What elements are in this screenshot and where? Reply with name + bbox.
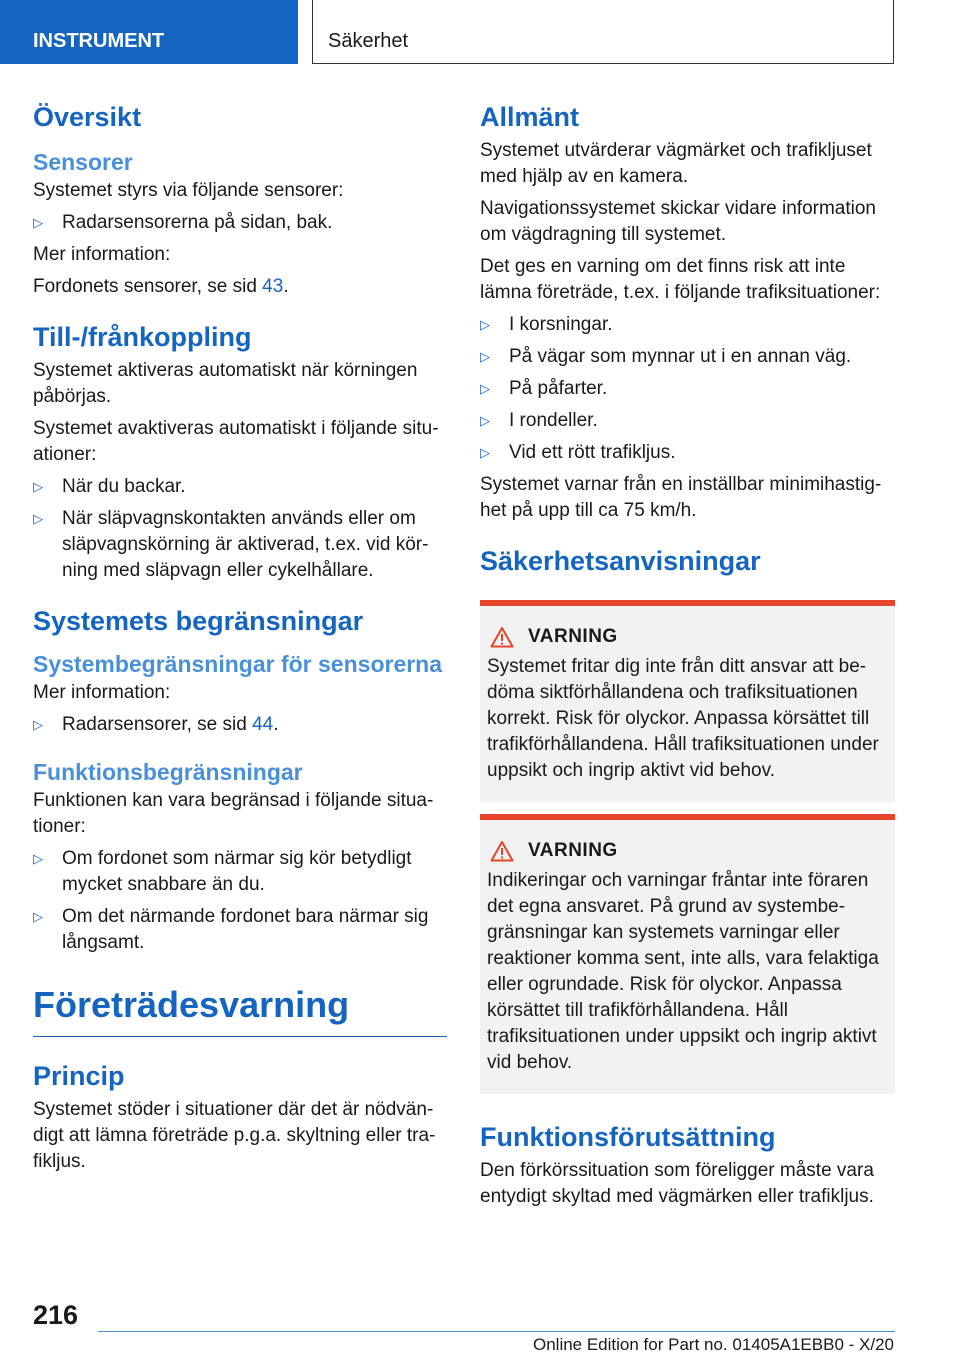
- bullet-icon: ▷: [33, 215, 43, 230]
- paragraph: Systemet utvärderar vägmärket och trafikljuset med hjälp av en kamera.: [480, 140, 872, 187]
- warning-triangle-icon: [490, 840, 514, 862]
- list-item: ▷ Om fordonet som närmar sig kör betydligt mycket snabbare än du.: [33, 848, 412, 895]
- paragraph: Systemet styrs via följande sensorer:: [33, 180, 344, 201]
- warning-box: [480, 600, 895, 802]
- paragraph: Den förkörssituation som föreligger måste vara entydigt skyltad med vägmärken eller trafikljus.: [480, 1160, 874, 1207]
- heading-till-frankoppling: Till-/frånkoppling: [33, 322, 252, 352]
- footer-divider: [98, 1331, 895, 1332]
- paragraph: Systemet avaktiveras automatiskt i följande situationer:: [33, 418, 439, 465]
- heading-sakerhetsanvisningar: Säkerhetsanvisningar: [480, 546, 761, 576]
- list-item: ▷ På påfarter.: [480, 376, 895, 402]
- bullet-icon: ▷: [480, 445, 490, 460]
- list-item: ▷ När släpvagnskontakten används eller om släpvagnskörning är aktiverad, t.ex. vid körning med släpvagn eller cykelhållare.: [33, 508, 429, 581]
- left-column: [33, 100, 447, 1181]
- page-link[interactable]: 43: [262, 276, 284, 297]
- warning-title: VARNING: [528, 626, 618, 647]
- warning-box: [480, 814, 895, 1094]
- bullet-icon: ▷: [33, 909, 43, 924]
- heading-funktionsbegransningar: Funktionsbegränsningar: [33, 759, 303, 785]
- heading-allmant: Allmänt: [480, 102, 580, 132]
- heading-systembegransningar: Systembegränsningar för sensorerna: [33, 651, 443, 677]
- list-item: ▷ Radarsensorerna på sidan, bak.: [33, 210, 447, 236]
- bullet-icon: ▷: [480, 413, 490, 428]
- reference: Fordonets sensorer, se sid 43.: [33, 276, 289, 297]
- bullet-icon: ▷: [33, 851, 43, 866]
- heading-foretradesvarning: Företrädesvarning: [33, 984, 447, 1037]
- page-number: 216: [33, 1300, 79, 1330]
- paragraph: Systemet varnar från en inställbar minimihastighet på upp till ca 75 km/h.: [480, 474, 882, 521]
- page-link[interactable]: 44: [252, 714, 274, 735]
- bullet-icon: ▷: [33, 479, 43, 494]
- list-item: ▷ Radarsensorer, se sid 44.: [33, 712, 447, 738]
- bullet-list: [33, 210, 447, 236]
- warning-text: Indikeringar och varningar fråntar inte föraren det egna ansvaret. På grund av systembegränsningar kan systemets varningar eller reaktioner komma sent, inte alls, vara felaktiga eller ogrundade. Risk för olyckor. Anpassa körsättet till trafikförhållandena. Håll trafiksituationen under uppsikt och ingrip aktivt vid behov.: [487, 870, 879, 1073]
- bullet-icon: ▷: [33, 511, 43, 526]
- footer-edition: Online Edition for Part no. 01405A1EBB0 - X/20: [532, 1335, 894, 1354]
- warning-title: VARNING: [528, 840, 618, 861]
- list-item: ▷ På vägar som mynnar ut i en annan väg.: [480, 344, 895, 370]
- warning-text: Systemet fritar dig inte från ditt ansvar att bedöma siktförhållandena och trafiksituationen korrekt. Risk för olyckor. Anpassa körsättet till trafikförhållandena. Håll trafiksituationen under uppsikt och ingrip aktivt vid behov.: [487, 656, 879, 781]
- list-item: ▷ I rondeller.: [480, 408, 895, 434]
- bullet-list: [33, 846, 447, 956]
- list-item: ▷ Vid ett rött trafikljus.: [480, 440, 895, 466]
- heading-sensorer: Sensorer: [33, 149, 133, 175]
- list-item: ▷ Om det närmande fordonet bara närmar sig långsamt.: [33, 906, 429, 953]
- paragraph: Mer information:: [33, 244, 171, 265]
- bullet-icon: ▷: [480, 349, 490, 364]
- bullet-list: [480, 312, 895, 466]
- list-item: ▷ I korsningar.: [480, 312, 895, 338]
- heading-princip: Princip: [33, 1061, 125, 1091]
- paragraph: Funktionen kan vara begränsad i följande situationer:: [33, 790, 434, 837]
- heading-funktionsforutsattning: Funktionsförutsättning: [480, 1122, 776, 1152]
- heading-oversikt: Översikt: [33, 102, 142, 132]
- heading-begransningar: Systemets begränsningar: [33, 606, 364, 636]
- section-title: Säkerhet: [312, 0, 894, 64]
- paragraph: Systemet aktiveras automatiskt när körningen påbörjas.: [33, 360, 418, 407]
- paragraph: Det ges en varning om det finns risk att inte lämna företräde, t.ex. i följande trafiksituationer:: [480, 256, 881, 303]
- warning-triangle-icon: [490, 626, 514, 648]
- bullet-icon: ▷: [480, 317, 490, 332]
- list-item: ▷ När du backar.: [33, 474, 447, 500]
- paragraph: Systemet stöder i situationer där det är nödvändigt att lämna företräde p.g.a. skyltning eller trafikljus.: [33, 1099, 436, 1172]
- paragraph: Mer information:: [33, 682, 171, 703]
- paragraph: Navigationssystemet skickar vidare information om vägdragning till systemet.: [480, 198, 876, 245]
- bullet-icon: ▷: [480, 381, 490, 396]
- chapter-tab[interactable]: INSTRUMENT: [0, 0, 298, 64]
- bullet-list: [33, 712, 447, 738]
- bullet-icon: ▷: [33, 717, 43, 732]
- bullet-list: [33, 474, 447, 584]
- right-column: [480, 100, 895, 1216]
